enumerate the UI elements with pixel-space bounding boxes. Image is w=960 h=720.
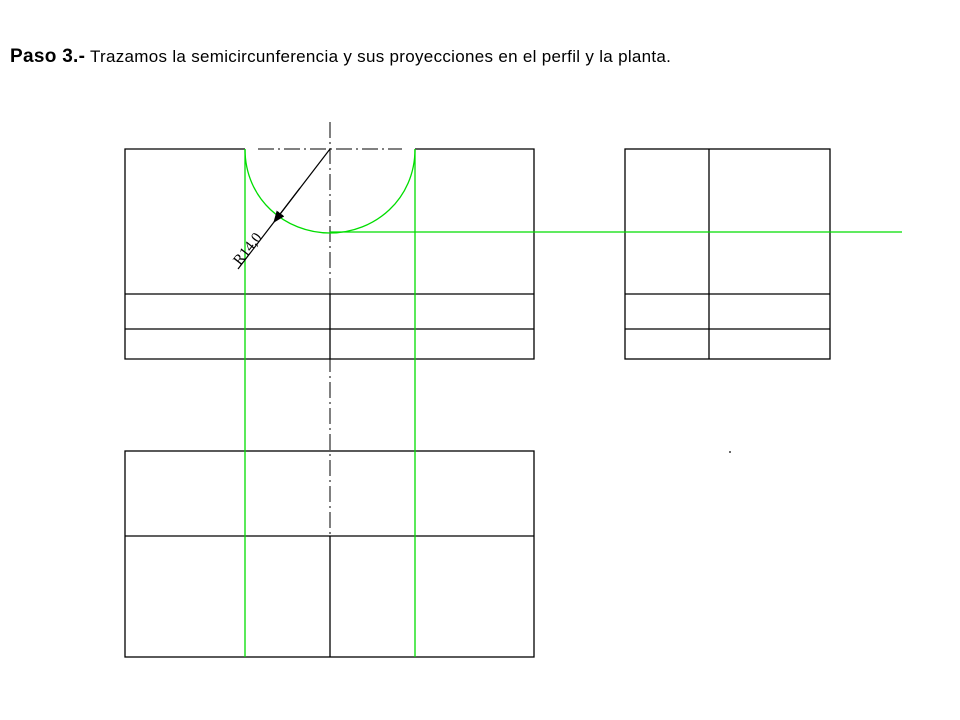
radius-arrow (274, 188, 300, 222)
stray-point (729, 451, 731, 453)
step-description: Trazamos la semicircunferencia y sus proyecciones en el perfil y la planta. (85, 47, 672, 66)
radius-label: R14,0 (230, 230, 266, 269)
side-view-outline (625, 149, 830, 359)
step-title: Paso 3.- (10, 46, 86, 67)
construction-lines (245, 149, 902, 657)
side-view (625, 149, 830, 359)
